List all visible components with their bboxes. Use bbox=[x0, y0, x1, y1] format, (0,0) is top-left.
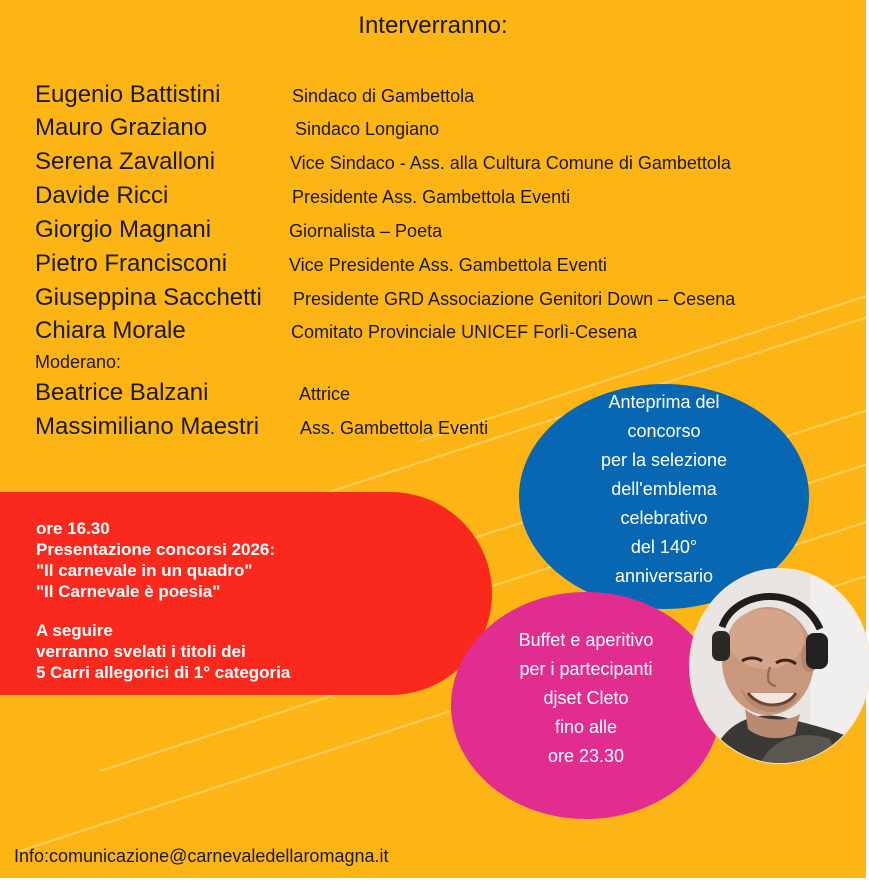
speaker-name: Eugenio Battistini bbox=[35, 81, 221, 108]
emblem-line: concorso bbox=[627, 421, 701, 441]
followup-line: A seguire bbox=[36, 621, 113, 640]
speaker-role: Comitato Provinciale UNICEF Forlì-Cesena bbox=[291, 322, 638, 342]
moderator-role: Ass. Gambettola Eventi bbox=[300, 418, 489, 438]
speaker-name: Giuseppina Sacchetti bbox=[35, 284, 262, 311]
speaker-role: Sindaco Longiano bbox=[295, 119, 440, 139]
panel-spacer bbox=[36, 602, 290, 620]
speaker-role: Giornalista – Poeta bbox=[289, 221, 443, 241]
speakers-heading: Interverranno: bbox=[358, 12, 508, 39]
speaker-row bbox=[35, 182, 835, 216]
speaker-row bbox=[35, 148, 835, 182]
emblem-line: del 140° bbox=[630, 537, 698, 557]
contest-name: "Il Carnevale è poesia" bbox=[36, 582, 221, 601]
buffet-line: ore 23.30 bbox=[547, 746, 625, 766]
speaker-name: Pietro Francisconi bbox=[35, 250, 228, 277]
speaker-name: Chiara Morale bbox=[35, 317, 186, 344]
speaker-name: Serena Zavalloni bbox=[35, 148, 216, 175]
emblem-line: anniversario bbox=[614, 566, 714, 586]
emblem-line: Anteprima del bbox=[608, 392, 720, 412]
contest-time: ore 16.30 bbox=[36, 519, 110, 538]
speaker-role: Sindaco di Gambettola bbox=[292, 86, 475, 106]
buffet-line: Buffet e aperitivo bbox=[518, 630, 654, 650]
dj-portrait-illustration bbox=[690, 569, 869, 764]
speaker-row bbox=[35, 284, 835, 318]
emblem-line: per la selezione bbox=[600, 450, 728, 470]
speaker-row bbox=[35, 317, 835, 351]
speaker-name: Davide Ricci bbox=[35, 182, 169, 209]
followup-line: verranno svelati i titoli dei bbox=[36, 642, 246, 661]
speaker-row bbox=[35, 216, 835, 250]
contact-email: Info:comunicazione@carnevaledellaromagna.it bbox=[14, 846, 389, 866]
moderator-role: Attrice bbox=[299, 384, 351, 404]
emblem-line: dell'emblema bbox=[611, 479, 717, 499]
contest-name: "Il carnevale in un quadro" bbox=[36, 561, 253, 580]
dj-photo bbox=[689, 568, 869, 764]
speaker-name: Giorgio Magnani bbox=[35, 216, 212, 243]
buffet-line: per i partecipanti bbox=[519, 659, 653, 679]
moderator-name: Beatrice Balzani bbox=[35, 379, 209, 406]
emblem-line: celebrativo bbox=[620, 508, 708, 528]
speaker-role: Vice Presidente Ass. Gambettola Eventi bbox=[289, 255, 607, 275]
buffet-line: djset Cleto bbox=[543, 688, 629, 708]
moderators-heading: Moderano: bbox=[35, 352, 122, 372]
followup-line: 5 Carri allegorici di 1° categoria bbox=[36, 663, 291, 682]
speaker-row bbox=[35, 114, 835, 148]
speaker-role: Presidente Ass. Gambettola Eventi bbox=[292, 187, 571, 207]
speaker-row bbox=[35, 81, 835, 115]
speaker-role: Vice Sindaco - Ass. alla Cultura Comune di Gambettola bbox=[290, 153, 731, 173]
buffet-text bbox=[451, 626, 721, 771]
buffet-line: fino alle bbox=[554, 717, 618, 737]
contest-panel-text bbox=[36, 518, 290, 683]
contest-title: Presentazione concorsi 2026: bbox=[36, 540, 276, 559]
moderator-name: Massimiliano Maestri bbox=[35, 413, 260, 440]
speaker-name: Mauro Graziano bbox=[35, 114, 208, 141]
speaker-row bbox=[35, 250, 835, 284]
emblem-preview-text bbox=[519, 388, 809, 591]
speaker-role: Presidente GRD Associazione Genitori Down – Cesena bbox=[293, 289, 736, 309]
